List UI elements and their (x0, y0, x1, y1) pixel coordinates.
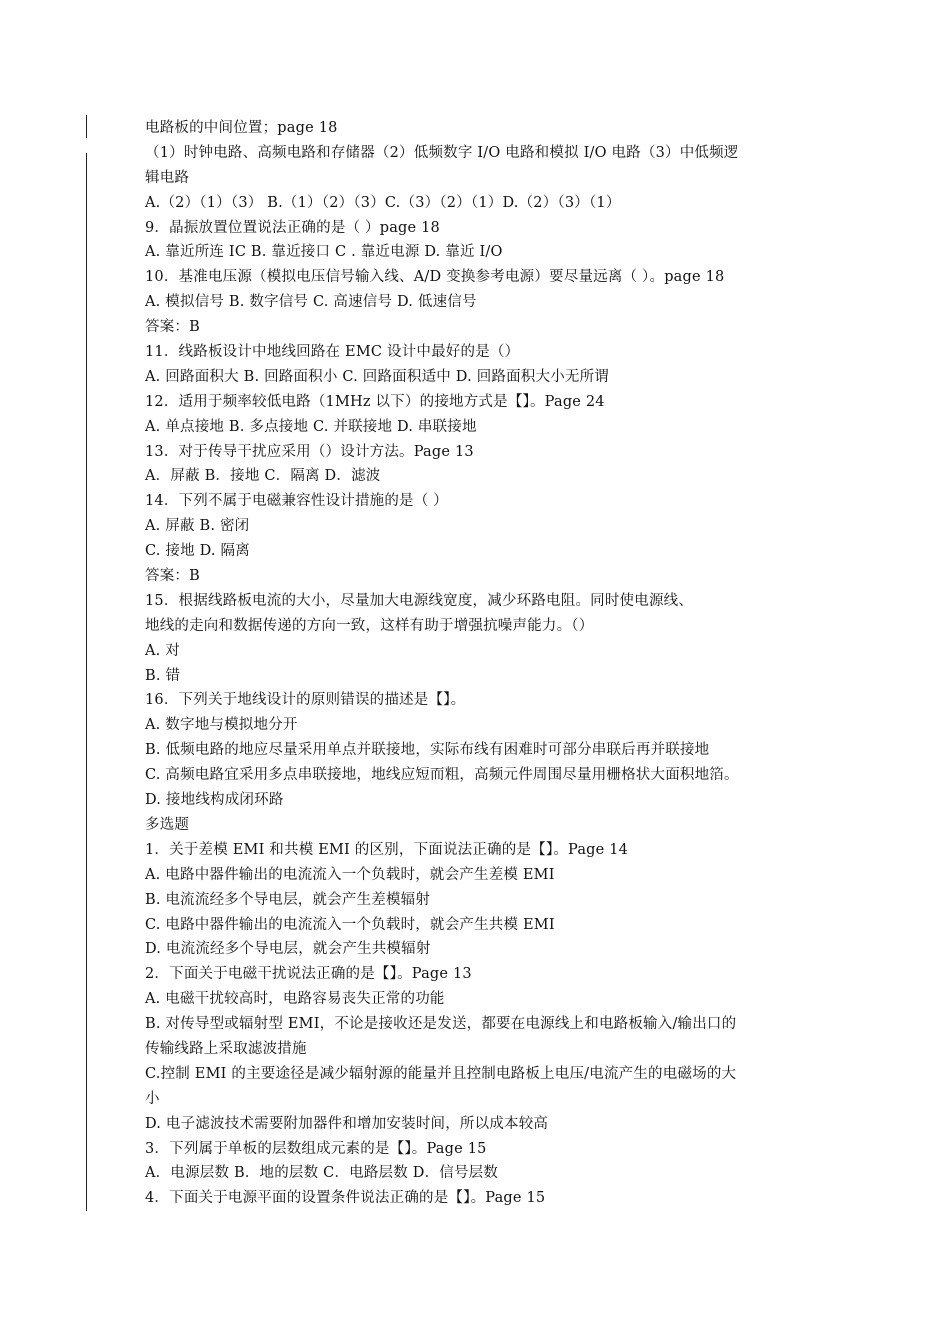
line-text: 多选题 (145, 816, 190, 833)
line-text: B. 对传导型或辐射型 EMI，不论是接收还是发送，都要在电源线上和电路板输入/输出口的 (145, 1016, 737, 1033)
line-text: A. 电磁干扰较高时，电路容易丧失正常的功能 (145, 991, 445, 1008)
text-line (145, 664, 835, 689)
line-text: C. 电路中器件输出的电流流入一个负载时，就会产生共模 EMI (145, 916, 555, 933)
text-line (145, 987, 835, 1012)
text-line (145, 1161, 835, 1186)
line-text: A．屏蔽 B．接地 C．隔离 D．滤波 (145, 468, 381, 485)
line-text: 答案：B (145, 319, 200, 336)
text-line (145, 116, 835, 141)
text-line (145, 937, 835, 962)
revision-bar (86, 1038, 87, 1060)
line-text: A. 回路面积大 B. 回路面积小 C. 回路面积适中 D. 回路面积大小无所谓 (145, 368, 610, 385)
text-line (145, 240, 835, 265)
line-text: A.（2）（1）（3） B.（1）（2）（3）C.（3）（2）（1）D.（2）（3）（1） (145, 194, 621, 211)
text-line (145, 564, 835, 589)
text-line (145, 962, 835, 987)
text-line (145, 514, 835, 539)
line-text: 13．对于传导干扰应采用（）设计方法。Page 13 (145, 443, 474, 460)
text-line (145, 141, 835, 166)
line-text: A．电源层数 B．地的层数 C．电路层数 D．信号层数 (145, 1165, 499, 1182)
line-text: A. 靠近所连 IC B. 靠近接口 C . 靠近电源 D. 靠近 I/O (145, 244, 503, 261)
line-text: C. 接地 D. 隔离 (145, 543, 250, 560)
line-text: （1）时钟电路、高频电路和存储器（2）低频数字 I/O 电路和模拟 I/O 电路（3）中低频逻 (145, 144, 739, 161)
text-line (145, 639, 835, 664)
text-line (145, 913, 835, 938)
line-text: 16．下列关于地线设计的原则错误的描述是【】。 (145, 692, 466, 709)
line-text: A. 数字地与模拟地分开 (145, 717, 298, 734)
line-text: B. 电流流经多个导电层，就会产生差模辐射 (145, 891, 431, 908)
line-text: C. 高频电路宜采用多点串联接地，地线应短而粗，高频元件周围尽量用栅格状大面积地箔。 (145, 767, 739, 784)
text-line (145, 1062, 835, 1087)
text-line (145, 539, 835, 564)
text-line (145, 863, 835, 888)
text-line (145, 340, 835, 365)
text-line (145, 440, 835, 465)
text-line (145, 166, 835, 191)
line-text: D. 电流流经多个导电层，就会产生共模辐射 (145, 941, 431, 958)
text-line (145, 888, 835, 913)
line-text: A. 对 (145, 642, 180, 659)
text-line (145, 191, 835, 216)
line-text: B. 低频电路的地应尽量采用单点并联接地，实际布线有困难时可部分串联后再并联接地 (145, 742, 710, 759)
text-line (145, 813, 835, 838)
line-text: 14．下列不属于电磁兼容性设计措施的是（ ） (145, 493, 448, 510)
text-line (145, 1012, 835, 1037)
text-line (145, 415, 835, 440)
text-line (145, 688, 835, 713)
line-text: 地线的走向和数据传递的方向一致，这样有助于增强抗噪声能力。（） (145, 617, 594, 634)
text-line (145, 216, 835, 241)
line-text: B. 错 (145, 667, 181, 684)
text-line (145, 1037, 835, 1062)
line-text: 3．下列属于单板的层数组成元素的是【】。Page 15 (145, 1140, 487, 1157)
line-text: 12．适用于频率较低电路（1MHz 以下）的接地方式是【】。Page 24 (145, 393, 605, 410)
line-text: 2．下面关于电磁干扰说法正确的是【】。Page 13 (145, 966, 472, 983)
line-text: A. 单点接地 B. 多点接地 C. 并联接地 D. 串联接地 (145, 418, 477, 435)
text-line (145, 265, 835, 290)
text-line (145, 1186, 835, 1211)
revision-bar (86, 115, 87, 138)
line-text: 辑电路 (145, 169, 190, 186)
line-text: A. 屏蔽 B. 密闭 (145, 518, 250, 535)
text-line (145, 763, 835, 788)
line-text: C.控制 EMI 的主要途径是减少辐射源的能量并且控制电路板上电压/电流产生的电磁场的大 (145, 1065, 737, 1082)
line-text: A. 模拟信号 B. 数字信号 C. 高速信号 D. 低速信号 (145, 294, 477, 311)
text-line (145, 1137, 835, 1162)
text-line (145, 315, 835, 340)
line-text: 1．关于差模 EMI 和共模 EMI 的区别，下面说法正确的是【】。Page 14 (145, 841, 629, 858)
document-body (145, 116, 835, 1211)
line-text: 15．根据线路板电流的大小，尽量加大电源线宽度，减少环路电阻。同时使电源线、 (145, 592, 694, 609)
line-text: A. 电路中器件输出的电流流入一个负载时，就会产生差模 EMI (145, 866, 555, 883)
text-line (145, 614, 835, 639)
text-line (145, 464, 835, 489)
line-text: 10．基准电压源（模拟电压信号输入线、A/D 变换参考电源）要尽量远离（ ）。page 18 (145, 269, 725, 286)
text-line (145, 589, 835, 614)
text-line (145, 838, 835, 863)
line-text: 小 (145, 1090, 160, 1107)
line-text: D. 电子滤波技术需要附加器件和增加安装时间，所以成本较高 (145, 1115, 549, 1132)
line-text: 传输线路上采取滤波措施 (145, 1040, 307, 1057)
text-line (145, 390, 835, 415)
text-line (145, 489, 835, 514)
text-line (145, 788, 835, 813)
line-text: 11．线路板设计中地线回路在 EMC 设计中最好的是（） (145, 344, 520, 361)
line-text: 电路板的中间位置；page 18 (145, 120, 338, 136)
text-line (145, 1112, 835, 1137)
text-line (145, 290, 835, 315)
text-line (145, 738, 835, 763)
text-line (145, 713, 835, 738)
text-line (145, 365, 835, 390)
text-line (145, 1087, 835, 1112)
line-text: 4．下面关于电源平面的设置条件说法正确的是【】。Page 15 (145, 1190, 546, 1207)
line-text: 9．晶振放置位置说法正确的是（ ）page 18 (145, 219, 440, 236)
line-text: 答案：B (145, 568, 200, 585)
line-text: D. 接地线构成闭环路 (145, 792, 284, 809)
